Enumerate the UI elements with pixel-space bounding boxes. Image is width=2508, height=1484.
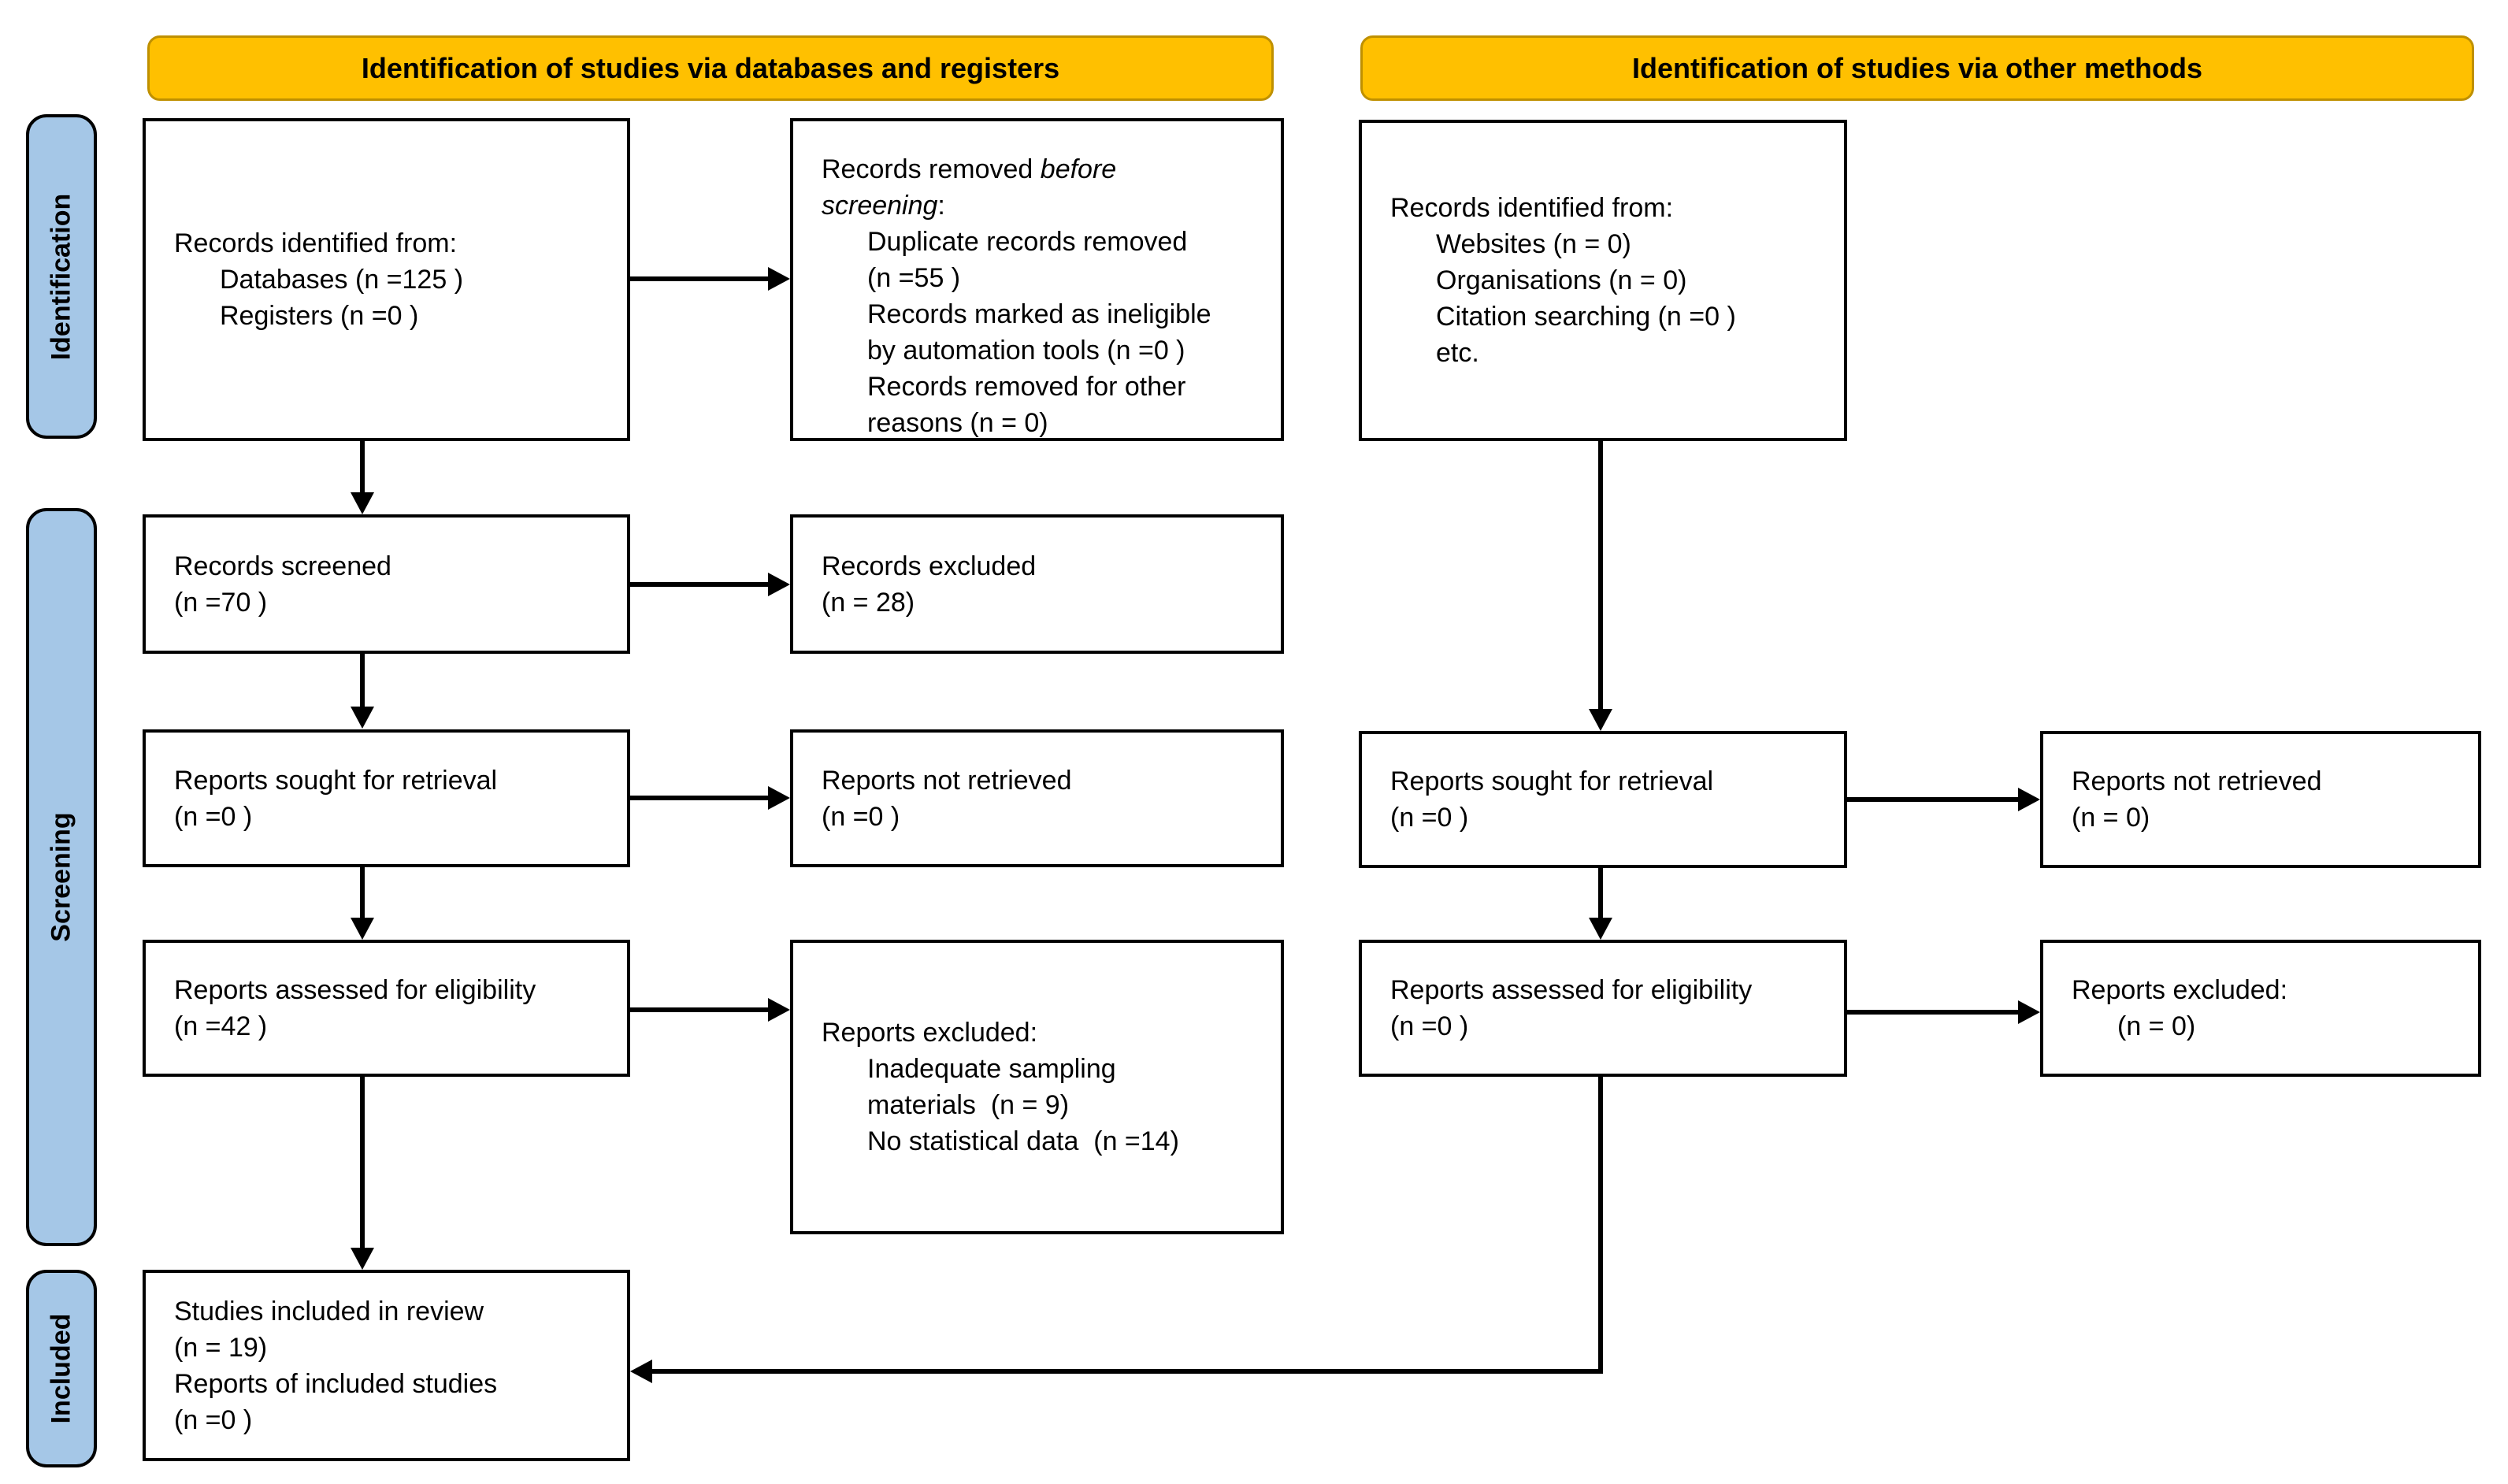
arrow-screened-to-excluded-head — [768, 573, 790, 596]
box-studies-included — [143, 1270, 630, 1461]
text-line: Websites (n = 0) — [1436, 229, 1631, 259]
text-line: Databases (n =125 ) — [220, 265, 464, 295]
text-line: (n = 19) — [174, 1332, 268, 1363]
text-line: Records identified from: — [174, 228, 458, 258]
text-line: Reports assessed for eligibility — [1390, 975, 1753, 1005]
arrow-identified-to-removed-line — [630, 276, 772, 281]
box-reports-sought-other — [1359, 731, 1847, 868]
arrow-identified-to-screened-head — [351, 492, 374, 514]
stage-screening-text: Screening — [46, 812, 76, 942]
arrow-identified-other-to-sought-line — [1598, 441, 1603, 713]
arrow-sought-other-to-notretrieved-line — [1847, 797, 2022, 802]
text-line: Records excluded — [822, 551, 1037, 581]
arrow-assessed-other-to-excluded-head — [2018, 1000, 2040, 1024]
arrow-sought-to-assessed-head — [351, 918, 374, 940]
text-line: (n = 0) — [2117, 1011, 2196, 1041]
text-line: Studies included in review — [174, 1296, 484, 1326]
box-records-excluded — [790, 514, 1284, 654]
box-reports-not-retrieved-other — [2040, 731, 2481, 868]
text-line: by automation tools (n =0 ) — [867, 336, 1185, 365]
banner-other-methods — [1360, 35, 2474, 101]
box-records-removed-before-screening — [790, 118, 1284, 441]
stage-label-screening — [26, 508, 97, 1246]
banner-other-methods-label: Identification of studies via other methods — [1631, 51, 2203, 84]
text-line: (n =42 ) — [174, 1011, 268, 1041]
text-line: Inadequate sampling — [867, 1054, 1116, 1084]
box-records-screened — [143, 514, 630, 654]
text-line: (n = 28) — [822, 587, 915, 618]
stage-label-identification — [26, 114, 97, 439]
text-line: Reports excluded: — [2072, 975, 2288, 1005]
text-line: Reports not retrieved — [2072, 766, 2322, 796]
arrow-assessed-to-excluded-line — [630, 1007, 772, 1012]
box-records-identified-other — [1359, 120, 1847, 441]
text-line: Records screened — [174, 551, 391, 581]
text-line: Records marked as ineligible — [867, 299, 1211, 329]
text-line: (n = 0) — [2072, 803, 2150, 833]
arrow-sought-to-assessed-line — [360, 867, 365, 922]
arrow-identified-to-screened-line — [360, 441, 365, 496]
text-line: Reports assessed for eligibility — [174, 975, 536, 1005]
arrow-screened-to-excluded-line — [630, 582, 772, 587]
text-line — [822, 151, 1252, 187]
text-line: Reports excluded: — [822, 1018, 1038, 1048]
text-line: Duplicate records removed — [867, 227, 1188, 257]
box-reports-assessed-other — [1359, 940, 1847, 1077]
stage-included-text: Included — [46, 1313, 76, 1424]
text-line: (n =0 ) — [822, 801, 900, 832]
arrow-sought-to-notretrieved-head — [768, 786, 790, 810]
text-line: (n =55 ) — [867, 263, 961, 293]
box-reports-assessed-databases — [143, 940, 630, 1077]
box-reports-sought-databases — [143, 729, 630, 867]
box-reports-excluded-databases — [790, 940, 1284, 1234]
text-line: materials (n = 9) — [867, 1090, 1070, 1120]
text-line: Reports not retrieved — [822, 765, 1072, 796]
arrow-assessed-other-to-included-head — [630, 1360, 652, 1383]
arrow-sought-other-to-notretrieved-head — [2018, 788, 2040, 811]
text-segment-italic: screening — [822, 191, 938, 221]
arrow-assessed-to-included-line — [360, 1077, 365, 1252]
text-line: etc. — [1436, 338, 1479, 368]
arrow-assessed-other-to-included-hline — [652, 1369, 1603, 1374]
banner-databases-registers — [147, 35, 1274, 101]
stage-identification-text: Identification — [46, 193, 76, 360]
box-records-identified-databases — [143, 118, 630, 441]
arrow-assessed-to-excluded-head — [768, 998, 790, 1022]
text-line: Organisations (n = 0) — [1436, 265, 1687, 295]
stage-label-included — [26, 1270, 97, 1467]
text-line: Records identified from: — [1390, 193, 1674, 223]
arrow-sought-other-to-assessed-head — [1589, 918, 1612, 940]
text-line: (n =0 ) — [1390, 1011, 1469, 1041]
arrow-assessed-other-to-included-vline — [1598, 1077, 1603, 1371]
arrow-sought-to-notretrieved-line — [630, 796, 772, 800]
text-line — [822, 187, 1252, 224]
text-line: Reports of included studies — [174, 1368, 498, 1399]
arrow-sought-other-to-assessed-line — [1598, 868, 1603, 922]
text-line: (n =0 ) — [174, 1404, 253, 1435]
text-line: (n =0 ) — [174, 801, 253, 832]
box-reports-excluded-other — [2040, 940, 2481, 1077]
text-line: Reports sought for retrieval — [174, 765, 498, 796]
text-line: Reports sought for retrieval — [1390, 766, 1714, 796]
text-line: (n =70 ) — [174, 587, 268, 618]
text-line: Registers (n =0 ) — [220, 301, 419, 331]
text-segment: Records removed — [822, 154, 1033, 184]
text-line: No statistical data (n =14) — [867, 1126, 1179, 1156]
arrow-identified-other-to-sought-head — [1589, 709, 1612, 731]
arrow-screened-to-sought-head — [351, 707, 374, 729]
text-line: Citation searching (n =0 ) — [1436, 302, 1736, 332]
arrow-screened-to-sought-line — [360, 654, 365, 709]
banner-databases-registers-label: Identification of studies via databases and registers — [361, 51, 1060, 84]
text-segment: : — [937, 191, 945, 221]
arrow-assessed-to-included-head — [351, 1248, 374, 1270]
text-segment-italic: before — [1040, 154, 1117, 184]
box-reports-not-retrieved-databases — [790, 729, 1284, 867]
text-line: (n =0 ) — [1390, 803, 1469, 833]
text-line: reasons (n = 0) — [867, 408, 1048, 438]
arrow-identified-to-removed-head — [768, 267, 790, 291]
arrow-assessed-other-to-excluded-line — [1847, 1010, 2022, 1015]
text-line: Records removed for other — [867, 372, 1186, 402]
